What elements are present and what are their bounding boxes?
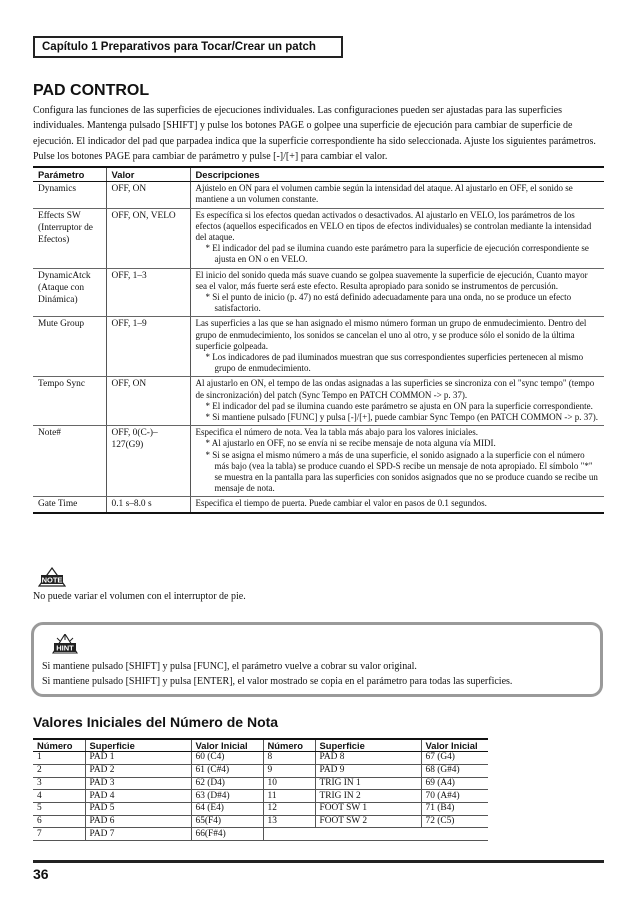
parameter-value: OFF, 1–3 bbox=[106, 268, 190, 317]
table-row bbox=[33, 752, 488, 765]
header-surface-2: Superficie bbox=[315, 739, 421, 752]
parameter-description: Es específica si los efectos quedan activados o desactivados. Al ajustarlo en VELO, los parámetros de los efectos (aquellos especificados en VELO en tipos de efectos individuales) se controlan mediante la intensidad del ataque. bbox=[195, 209, 592, 243]
note-number: 8 bbox=[263, 752, 315, 765]
parameter-note: * Los indicadores de pad iluminados muestran que sus correspondientes superficies pertenecen al mismo grupo de enmudecimiento. bbox=[205, 352, 584, 374]
initial-value: 66(F#4) bbox=[191, 828, 263, 841]
parameter-description-cell bbox=[190, 377, 604, 426]
surface-name: PAD 5 bbox=[85, 803, 191, 816]
header-number-2: Número bbox=[263, 739, 315, 752]
initial-value: 70 (A#4) bbox=[421, 790, 488, 803]
hint-icon bbox=[52, 634, 78, 654]
surface-name: PAD 3 bbox=[85, 777, 191, 790]
parameter-note: * El indicador del pad se ilumina cuando este parámetro para la superficie de ejecución correspondiente se ajusta en ON o en VELO. bbox=[205, 243, 589, 265]
header-value: Valor bbox=[106, 167, 190, 182]
parameter-row bbox=[33, 377, 604, 426]
initial-value: 69 (A4) bbox=[421, 777, 488, 790]
table-row bbox=[33, 764, 488, 777]
parameter-value: OFF, ON bbox=[106, 182, 190, 208]
parameter-note: * Si el punto de inicio (p. 47) no está definido adecuadamente para una onda, no se produce un efecto satisfactorio. bbox=[205, 292, 572, 314]
table-row bbox=[33, 777, 488, 790]
hint-line-1: Si mantiene pulsado [SHIFT] y pulsa [FUNC], el parámetro vuelve a cobrar su valor original. bbox=[42, 661, 417, 672]
table-row bbox=[33, 815, 488, 828]
parameter-description-cell bbox=[190, 208, 604, 268]
note-number: 2 bbox=[33, 764, 85, 777]
parameter-value: OFF, 0(C-)–127(G9) bbox=[106, 426, 190, 497]
surface-name bbox=[315, 828, 421, 841]
initial-value: 60 (C4) bbox=[191, 752, 263, 765]
note-number bbox=[263, 828, 315, 841]
surface-name: PAD 2 bbox=[85, 764, 191, 777]
note-number: 9 bbox=[263, 764, 315, 777]
surface-name: PAD 8 bbox=[315, 752, 421, 765]
parameter-description: Las superficies a las que se han asignado el mismo número forman un grupo de enmudecimiento. Dentro del grupo de enmudecimiento, los sonidos se cancelan el uno al otro, y se produce sólo el sonido de la última superficie golpeada. bbox=[195, 318, 587, 351]
parameter-description: Especifica el tiempo de puerta. Puede cambiar el valor en pasos de 0.1 segundos. bbox=[195, 498, 487, 509]
header-parameter: Parámetro bbox=[33, 167, 106, 182]
parameter-description-cell bbox=[190, 268, 604, 317]
parameter-row bbox=[33, 426, 604, 497]
note-label: NOTE bbox=[41, 575, 63, 585]
surface-name: PAD 9 bbox=[315, 764, 421, 777]
initial-value: 64 (E4) bbox=[191, 803, 263, 816]
parameter-note: * Si se asigna el mismo número a más de una superficie, el sonido asignado a la superficie con el número más bajo (vea la tabla) se produce cuando el SPD-S recibe un mensaje de nota apropiado. El símbolo "*" se muestra en la pantalla para las superficies con sonidos asignados que no se produce cuando se recibe un mensaje de nota. bbox=[205, 449, 598, 494]
parameter-description: Ajústelo en ON para el volumen cambie según la intensidad del ataque. Al ajustarlo en OFF, el sonido se mantiene a un volumen constante. bbox=[195, 183, 573, 205]
header-descriptions: Descripciones bbox=[190, 167, 604, 182]
note-number-table bbox=[33, 738, 488, 841]
note-number: 10 bbox=[263, 777, 315, 790]
parameter-table bbox=[33, 166, 604, 514]
surface-name: PAD 6 bbox=[85, 815, 191, 828]
header-initial-value: Valor Inicial bbox=[191, 739, 263, 752]
surface-name: FOOT SW 2 bbox=[315, 815, 421, 828]
initial-value: 72 (C5) bbox=[421, 815, 488, 828]
initial-value: 71 (B4) bbox=[421, 803, 488, 816]
note-table-header bbox=[33, 739, 488, 752]
initial-value: 68 (G#4) bbox=[421, 764, 488, 777]
footer-rule bbox=[33, 860, 604, 863]
parameter-value: OFF, ON, VELO bbox=[106, 208, 190, 268]
initial-value bbox=[421, 828, 488, 841]
parameter-value: OFF, ON bbox=[106, 377, 190, 426]
surface-name: PAD 7 bbox=[85, 828, 191, 841]
note-icon bbox=[38, 567, 66, 587]
note-number: 7 bbox=[33, 828, 85, 841]
note-number: 13 bbox=[263, 815, 315, 828]
parameter-name: Dynamics bbox=[33, 182, 106, 208]
note-text: No puede variar el volumen con el interruptor de pie. bbox=[33, 591, 246, 602]
table-row bbox=[33, 803, 488, 816]
page-number: 36 bbox=[33, 866, 49, 882]
section-title: PAD CONTROL bbox=[33, 82, 150, 99]
note-number: 3 bbox=[33, 777, 85, 790]
hint-label: HINT bbox=[56, 643, 74, 653]
parameter-name: Gate Time bbox=[33, 497, 106, 514]
parameter-name: DynamicAtck (Ataque con Dinámica) bbox=[33, 268, 106, 317]
parameter-description-cell bbox=[190, 497, 604, 514]
parameter-name: Tempo Sync bbox=[33, 377, 106, 426]
note-number: 11 bbox=[263, 790, 315, 803]
intro-paragraph: Configura las funciones de las superficies de ejecuciones individuales. Las configuraciones pueden ser ajustadas para las superficies individuales. Mantenga pulsado [SHIFT] y pulse los botones PAGE o golpee una superficie de ejecución para cambiar de superficie de ejecución. El indicador del pad que parpadea indica que la superficie correspondiente ha sido seleccionada. Ajuste los siguientes parámetros. Pulse los botones PAGE para cambiar de parámetro y pulse [-]/[+] para cambiar el valor. bbox=[33, 105, 596, 162]
parameter-description-cell bbox=[190, 317, 604, 377]
parameter-row bbox=[33, 317, 604, 377]
parameter-description: Al ajustarlo en ON, el tempo de las ondas asignadas a las superficies se sincroniza con el "sync tempo" (tempo de sincronización) del patch (Sync Tempo en PATCH COMMON -> p. 37). bbox=[195, 378, 595, 400]
parameter-note: * Si mantiene pulsado [FUNC] y pulsa [-]/[+], puede cambiar Sync Tempo (en PATCH COMMON -> p. 37). bbox=[205, 412, 598, 423]
surface-name: PAD 4 bbox=[85, 790, 191, 803]
note-number: 6 bbox=[33, 815, 85, 828]
parameter-description-cell bbox=[190, 182, 604, 208]
header-number: Número bbox=[33, 739, 85, 752]
note-number: 1 bbox=[33, 752, 85, 765]
note-number: 4 bbox=[33, 790, 85, 803]
parameter-name: Effects SW (Interruptor de Efectos) bbox=[33, 208, 106, 268]
parameter-table-header bbox=[33, 167, 604, 182]
parameter-name: Note# bbox=[33, 426, 106, 497]
parameter-description: El inicio del sonido queda más suave cuando se golpea suavemente la superficie de ejecución, Cuanto mayor sea el valor, más fuerte será este efecto. Resulta apropiado para sonido se instrumentos de percusión. bbox=[195, 269, 588, 291]
parameter-row bbox=[33, 497, 604, 514]
header-initial-value-2: Valor Inicial bbox=[421, 739, 488, 752]
surface-name: PAD 1 bbox=[85, 752, 191, 765]
parameter-description-cell bbox=[190, 426, 604, 497]
parameter-note: * El indicador del pad se ilumina cuando este parámetro se ajusta en ON para la superficie correspondiente. bbox=[205, 400, 593, 411]
table-row bbox=[33, 790, 488, 803]
surface-name: TRIG IN 2 bbox=[315, 790, 421, 803]
note-number: 12 bbox=[263, 803, 315, 816]
parameter-row bbox=[33, 268, 604, 317]
parameter-note: * Al ajustarlo en OFF, no se envía ni se recibe mensaje de nota alguna vía MIDI. bbox=[205, 438, 496, 449]
parameter-row bbox=[33, 182, 604, 208]
initial-value: 62 (D4) bbox=[191, 777, 263, 790]
initial-value: 63 (D#4) bbox=[191, 790, 263, 803]
note-number: 5 bbox=[33, 803, 85, 816]
surface-name: TRIG IN 1 bbox=[315, 777, 421, 790]
hint-line-2: Si mantiene pulsado [SHIFT] y pulsa [ENTER], el valor mostrado se copia en el parámetro para todas las superficies. bbox=[42, 676, 513, 687]
initial-value: 65(F4) bbox=[191, 815, 263, 828]
note-table-title: Valores Iniciales del Número de Nota bbox=[33, 714, 279, 730]
chapter-header: Capítulo 1 Preparativos para Tocar/Crear un patch bbox=[33, 36, 343, 58]
parameter-name: Mute Group bbox=[33, 317, 106, 377]
header-surface: Superficie bbox=[85, 739, 191, 752]
parameter-value: 0.1 s–8.0 s bbox=[106, 497, 190, 514]
parameter-value: OFF, 1–9 bbox=[106, 317, 190, 377]
parameter-description: Especifica el número de nota. Vea la tabla más abajo para los valores iniciales. bbox=[195, 427, 478, 438]
table-row bbox=[33, 828, 488, 841]
parameter-row bbox=[33, 208, 604, 268]
initial-value: 67 (G4) bbox=[421, 752, 488, 765]
surface-name: FOOT SW 1 bbox=[315, 803, 421, 816]
initial-value: 61 (C#4) bbox=[191, 764, 263, 777]
